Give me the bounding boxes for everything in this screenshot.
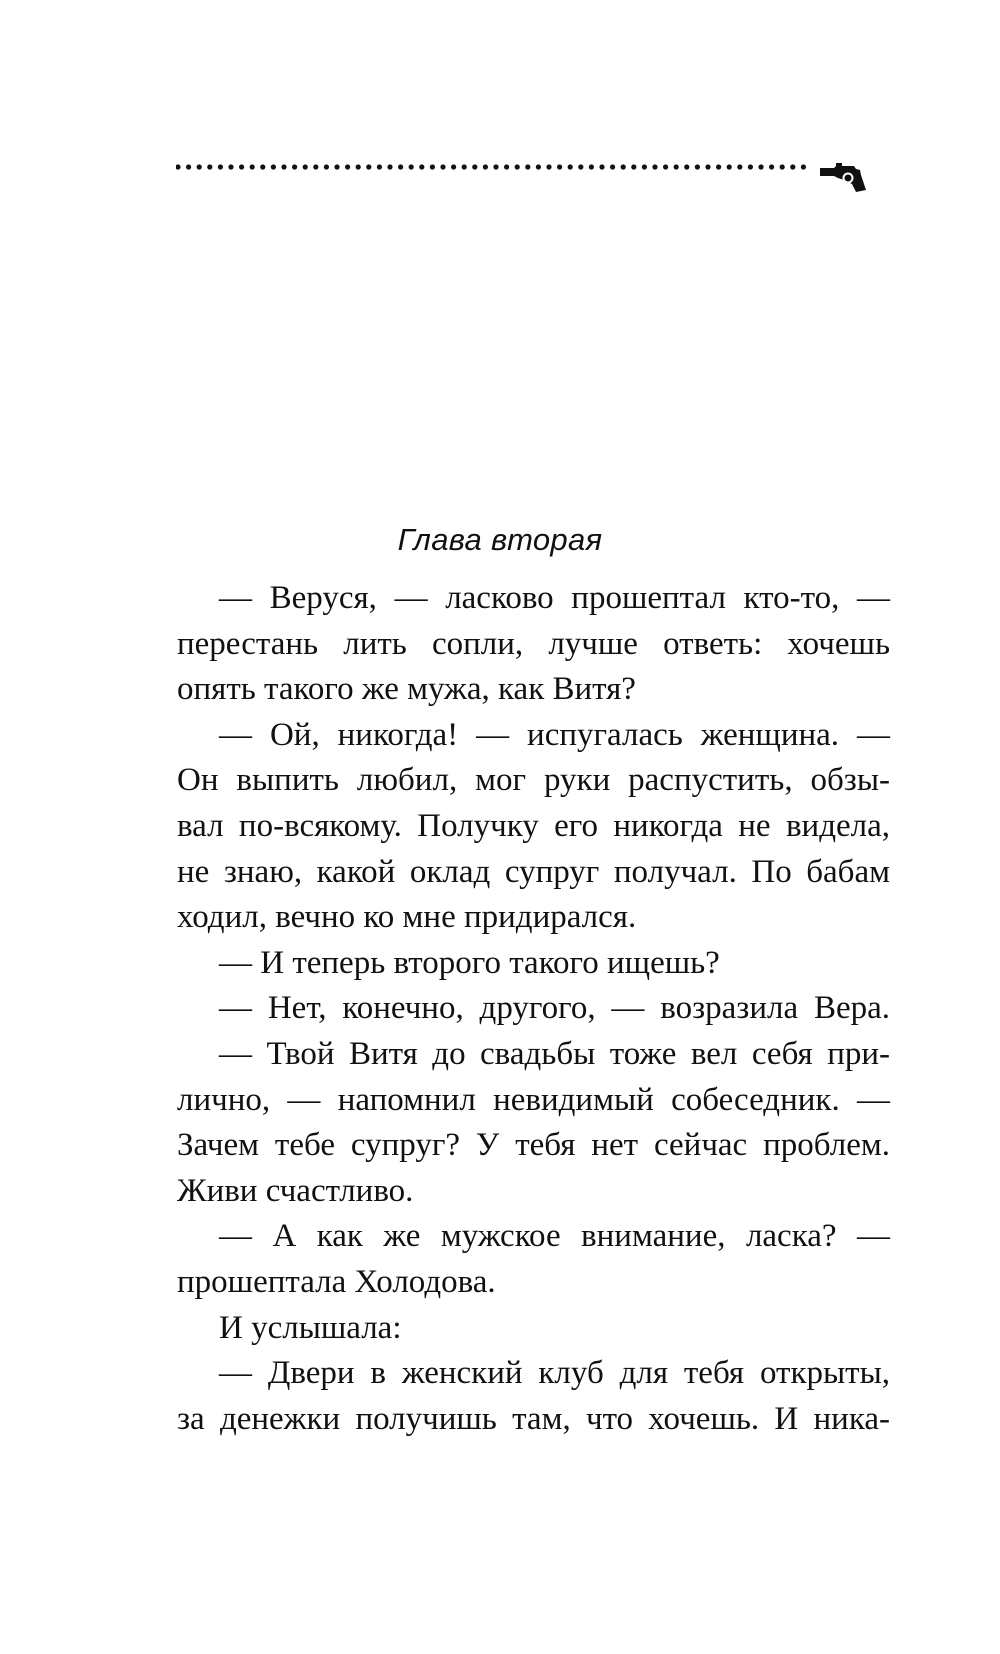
text-line: перестань лить сопли, лучше ответь: хочешь: [177, 625, 890, 662]
ornament-dot: [281, 164, 286, 169]
text-line: не знаю, какой оклад супруг получал. По бабам: [177, 853, 890, 890]
ornament-dot: [536, 164, 541, 169]
ornament-dot: [631, 164, 636, 169]
ornament-dot: [716, 164, 721, 169]
ornament-dot: [440, 164, 445, 169]
text-line: Зачем тебе супруг? У тебя нет сейчас проблем.: [177, 1127, 890, 1164]
ornament-dot: [758, 164, 763, 169]
ornament-dot: [356, 164, 361, 169]
revolver-icon: [820, 163, 866, 192]
ornament-dot: [493, 164, 498, 169]
ornament-dot: [727, 164, 732, 169]
text-line: — Твой Витя до свадьбы тоже вел себя при-: [219, 1035, 890, 1072]
text-line: лично, — напомнил невидимый собеседник. —: [177, 1081, 890, 1118]
dotted-rule-ornament: [176, 160, 916, 210]
ornament-dot: [705, 164, 710, 169]
ornament-dot: [748, 164, 753, 169]
ornament-dot: [419, 164, 424, 169]
ornament-dot: [568, 164, 573, 169]
ornament-dot: [186, 164, 191, 169]
text-line: Живи счастливо.: [177, 1172, 414, 1209]
text-line: вал по-всякому. Получку его никогда не видела,: [177, 807, 890, 844]
text-line: — Ой, никогда! — испугалась женщина. —: [219, 716, 890, 753]
ornament-dot: [334, 164, 339, 169]
ornament-dot: [790, 164, 795, 169]
ornament-dot: [684, 164, 689, 169]
ornament-dot: [525, 164, 530, 169]
body-text: [177, 576, 890, 1442]
ornament-dot: [515, 164, 520, 169]
text-line: Он выпить любил, мог руки распустить, обзы-: [177, 762, 890, 799]
ornament-dot: [780, 164, 785, 169]
ornament-dot: [801, 164, 806, 169]
ornament-dot: [578, 164, 583, 169]
ornament-dot: [472, 164, 477, 169]
ornament-dot: [462, 164, 467, 169]
ornament-dot: [366, 164, 371, 169]
ornament-dot: [546, 164, 551, 169]
ornament-dot: [430, 164, 435, 169]
ornament-dot: [674, 164, 679, 169]
ornament-dot: [260, 164, 265, 169]
ornament-dot: [345, 164, 350, 169]
ornament-dot: [409, 164, 414, 169]
ornament-dot: [239, 164, 244, 169]
dotted-line: [176, 164, 806, 169]
ornament-dot: [324, 164, 329, 169]
ornament-dot: [271, 164, 276, 169]
text-line: опять такого же мужа, как Витя?: [177, 671, 636, 708]
ornament-dot: [642, 164, 647, 169]
ornament-dot: [228, 164, 233, 169]
ornament-dot: [292, 164, 297, 169]
ornament-dot: [451, 164, 456, 169]
ornament-dot: [599, 164, 604, 169]
ornament-dot: [695, 164, 700, 169]
text-line: — Двери в женский клуб для тебя открыты,: [219, 1355, 890, 1392]
ornament-dot: [589, 164, 594, 169]
ornament-dot: [398, 164, 403, 169]
ornament-dot: [769, 164, 774, 169]
text-line: за денежки получишь там, что хочешь. И ника-: [177, 1400, 890, 1437]
text-line: — А как же мужское внимание, ласка? —: [219, 1218, 890, 1255]
text-line: — И теперь второго такого ищешь?: [219, 944, 720, 981]
ornament-dot: [621, 164, 626, 169]
text-line: — Нет, конечно, другого, — возразила Вера.: [219, 990, 890, 1027]
ornament-dot: [313, 164, 318, 169]
ornament-dot: [303, 164, 308, 169]
ornament-dot: [207, 164, 212, 169]
ornament-dot: [504, 164, 509, 169]
ornament-dot: [218, 164, 223, 169]
ornament-dot: [176, 164, 181, 169]
text-line: — Веруся, — ласково прошептал кто-то, —: [219, 580, 890, 616]
ornament-dot: [197, 164, 202, 169]
ornament-dot: [663, 164, 668, 169]
ornament-dot: [250, 164, 255, 169]
text-line: И услышала:: [219, 1309, 402, 1346]
ornament-dot: [377, 164, 382, 169]
ornament-dot: [737, 164, 742, 169]
ornament-dot: [652, 164, 657, 169]
ornament-dot: [483, 164, 488, 169]
ornament-dot: [610, 164, 615, 169]
text-line: прошептала Холодова.: [177, 1263, 496, 1300]
text-line: ходил, вечно ко мне придирался.: [177, 899, 637, 936]
chapter-title: Глава вторая: [397, 522, 603, 557]
ornament-dot: [387, 164, 392, 169]
ornament-dot: [557, 164, 562, 169]
